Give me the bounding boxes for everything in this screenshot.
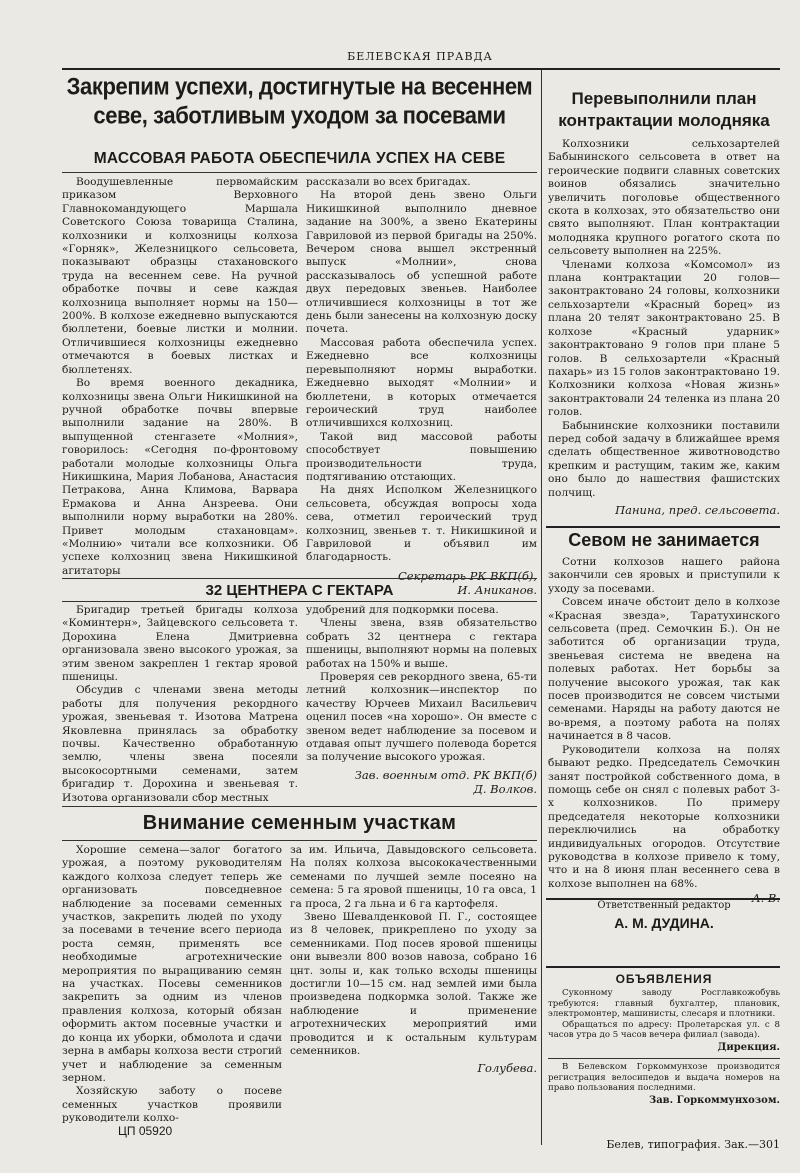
ad-text: Обращаться по адресу: Пролетарская ул. с 8 часов утра до 5 часов вечера филиал (завода). xyxy=(548,1019,780,1041)
article1-signature-role: Секретарь РК ВКП(б), xyxy=(398,568,537,583)
editor-name: А. М. ДУДИНА. xyxy=(614,915,714,931)
ad-signature: Зав. Горкоммунхозом. xyxy=(648,1094,780,1106)
paragraph: Воодушевленные первомайским приказом Верховного Главнокомандующего Маршала Советского Союза товарища Сталина, колхозники и колхозницы колхоза «Горняк», Железницкого сельсовета, показывают образцы стахановского труда на весеннем севе. На ручной обработке почвы и севе каждая колхозница выполняет нормы на 150—200%. В колхозе ежедневно выпускаются бюллетени, боевые листки и молнии. Отличившиеся колхозницы ежедневно отмечаются в боевых листках и бюллетенях. xyxy=(62,176,298,376)
paragraph: за им. Ильича, Давыдовского сельсовета. На полях колхоза высококачественными семенами по лучшей земле посеяно на семена: 5 га яровой пшеницы, 10 га овса, 1 га проса, 2 га льна и 6 га картофеля. xyxy=(290,844,537,910)
article1-col2 xyxy=(306,176,537,597)
divider xyxy=(62,840,537,841)
paragraph: Обсудив с членами звена методы работы для получения рекордного урожая, звеньевая т. Изотова Матрена Яковлевна принялась за обработку почвы. Качественно обработанную землю, члены звена посеяли высокосортными семенами, затем бригадир т. Дорохина и звеньевая т. Изотова организовали сбор местных xyxy=(62,684,298,804)
article5-signature: А. В. xyxy=(751,891,780,906)
ad-text: В Белевском Горкоммунхозе производится регистрация велосипедов и выдача номеров на право пользования последними. xyxy=(548,1061,780,1094)
top-rule xyxy=(62,68,780,70)
paragraph: Сотни колхозов нашего района закончили сев яровых и приступили к уходу за посевами. xyxy=(548,556,780,595)
article1-signature-name: И. Аниканов. xyxy=(457,582,537,597)
article4-title: Перевыполнили план контрактации молодняка xyxy=(558,89,770,130)
article3-title: Внимание семенным участкам xyxy=(142,812,457,834)
ad-signature: Дирекция. xyxy=(717,1041,780,1053)
article1-title: МАССОВАЯ РАБОТА ОБЕСПЕЧИЛА УСПЕХ НА СЕВЕ xyxy=(93,150,506,167)
paragraph: Хозяйскую заботу о посеве семенных участков проявили руководители колхо- xyxy=(62,1085,282,1125)
paragraph: Совсем иначе обстоит дело в колхозе «Красная звезда», Таратухинского сельсовета (пред. Семочкин Б.). Он не заботится об организации труда, звеньевая система не введена на полевых работах. Нет борьбы за получение высокого урожая, так как посев производится не совсем чистыми семенами. Наряды на работу даются не во-время, а поэтому работа на полях начинается в 8 часов. xyxy=(548,596,780,743)
column-divider xyxy=(541,70,542,1145)
paragraph: Члены звена, взяв обязательство собрать 32 центнера с гектара пшеницы, выполняют нормы на полевых работах на 150% и выше. xyxy=(306,617,537,670)
article5-title: Севом не занимается xyxy=(568,530,760,550)
paragraph: удобрений для подкормки посева. xyxy=(306,604,499,616)
article3-col1 xyxy=(62,844,282,1125)
paragraph: Бабынинские колхозники поставили перед собой задачу в ближайшее время сделать общественное животноводство крепким и растущим, таким же, каким оно было до нашествия фашистских полчищ. xyxy=(548,419,780,499)
article2-signature-role: Зав. военным отд. РК ВКП(б) xyxy=(354,767,537,782)
editor-label: Ответственный редактор xyxy=(597,900,731,911)
article2-title: 32 ЦЕНТНЕРА С ГЕКТАРА xyxy=(205,582,394,599)
main-headline: Закрепим успехи, достигнутые на весеннем севе, заботливым уходом за посевами xyxy=(66,72,533,130)
paragraph: рассказали во всех бригадах. xyxy=(306,176,471,188)
paragraph: Колхозники сельхозартелей Бабынинского сельсовета в ответ на героические подвиги славных советских воинов обязались значительно увеличить поголовье общественного скота в колхозах, это обязательство они свято выполняют. План контрактации молодняка крупного рогатого скота по сельсовету выполнен на 225%. xyxy=(548,138,780,258)
paragraph: Бригадир третьей бригады колхоза «Коминтерн», Зайцевского сельсовета т. Дорохина Елена Дмитриевна организовала звено высокого урожая, за этим звеном закреплен 1 гектар яровой пшеницы. xyxy=(62,604,298,684)
article4-body xyxy=(548,138,780,530)
ads-title: ОБЪЯВЛЕНИЯ xyxy=(615,972,713,986)
divider xyxy=(62,578,537,579)
article2-col1 xyxy=(62,604,298,804)
divider xyxy=(62,601,537,602)
paragraph: На днях Исполком Железницкого сельсовета, обсуждая вопросы хода сева, отметил героический труд колхозниц, звеньев т. т. Никишкиной и Гавриловой и объявил им благодарность. xyxy=(306,484,537,564)
divider xyxy=(62,172,537,173)
divider xyxy=(548,1058,780,1059)
footer-printer: Белев, типография. Зак.—301 xyxy=(606,1138,780,1151)
article1-col1 xyxy=(62,176,298,577)
divider xyxy=(62,806,537,807)
paragraph: Массовая работа обеспечила успех. Ежедневно все колхозницы перевыполняют нормы выработки. Ежедневно выходят «Молнии» и бюллетени, в которых отмечается героический труд наиболее отличившихся колхозниц. xyxy=(306,336,537,430)
article2-col2 xyxy=(306,604,537,804)
paragraph: Проверяя сев рекордного звена, 65-ти летний колхозник—инспектор по качеству Юрчеев Михаил Васильевич оценил посев «на хорошо». Он вместе с звеном ведет наблюдение за посевом и отдавая опыт лучшего полевода борется за получение высокого урожая. xyxy=(306,671,537,764)
paragraph: На второй день звено Ольги Никишкиной выполнило дневное задание на 300%, а звено Екатерины Гавриловой из первой бригады на 250%. Вечером снова вышел экстренный выпуск «Молнии», снова рассказывалось об успешной работе двух передовых звеньев. Наиболее отличившиеся колхозницы в тот же день были занесены на колхозную доску почета. xyxy=(306,189,537,336)
paragraph: Хорошие семена—залог богатого урожая, а поэтому руководителям каждого колхоза следует теперь же организовать повседневное наблюдение за посевами семенных участков, закрепить людей по уходу за посевами в течение всего периода роста семян, применять все необходимые агротехнические мероприятия по выращиванию семян на участках. Посевы семенников закрепить за одним из членов правления колхоза, который обязан оформить актом посевные участки и до конца их уборки, обмолота и сдачи зерна в амбары колхоза вести строгий учет и наблюдение за семенным зерном. xyxy=(62,844,282,1084)
ad-text: Суконному заводу Росглавкожобувь требуются: главный бухгалтер, плановик, электромонтер, машинисты, слесаря и плотники. xyxy=(548,988,780,1020)
paragraph: Руководители колхоза на полях бывают редко. Председатель Семочкин занят постройкой собственного дома, в помощь себе он снял с полевых работ 3-х колхозников. По примеру председателя некоторые колхозники переключились на обработку индивидуальных огородов. Отсутствие руководства в колхозе привело к тому, что и на 8 июня план весеннего сева в колхозе выполнен на 68%. xyxy=(548,743,780,890)
footer-code: ЦП 05920 xyxy=(118,1124,173,1138)
article4-signature: Панина, пред. сельсовета. xyxy=(615,502,780,517)
paragraph: Звено Шевалденковой П. Г., состоящее из 8 человек, прикреплено по уходу за семенниками. Под посев яровой пшеницы они вывезли 800 возов навоза, собрано 16 цнт. золы и, как только всходы пшеницы достигли 10—15 см. над землей ими была произведена подкормка золой. Также же наблюдение и применение агротехнических мероприятий ими проводится и к остальным культурам семенников. xyxy=(290,911,537,1058)
divider xyxy=(546,966,780,968)
paragraph: Членами колхоза «Комсомол» из плана контрактации 20 голов—законтрактовано 24 головы, колхозники сельхозартели «Красный борец» из плана 20 телят законтрактовано 25. В колхозе «Красный ударник» законтрактовано 9 голов при плане 5 голов. В сельхозартели «Красный пахарь» из 15 голов законтрактовано 19. Колхозники колхоза «Новая жизнь» законтрактовали 24 теленка из плана 20 голов. xyxy=(548,258,780,419)
ads-body xyxy=(548,988,780,1128)
paragraph: Такой вид массовой работы способствует повышению производительности труда, подтягиванию отстающих. xyxy=(306,430,537,483)
editor-block xyxy=(548,900,780,931)
masthead: БЕЛЕВСКАЯ ПРАВДА xyxy=(347,50,493,63)
divider xyxy=(546,526,780,528)
paragraph: Во время военного декадника, колхозницы звена Ольги Никишкиной на ручной обработке почвы впервые выполнили задание на 280%. В выпущенной стенгазете «Молния», говорилось: «Сегодня по-фронтовому работали молодые колхозницы Ольга Никишкина, Мария Лобанова, Анастасия Петракова, Анна Климова, Варвара Ермакова и Анна Анзреева. Они выполнили норму выработки на 280%. Привет молодым стахановцам». «Молнию» читали все колхозники. Об успехе колхозниц звена Никишкиной агитаторы xyxy=(62,377,298,577)
article2-signature-name: Д. Волков. xyxy=(473,781,537,796)
article3-signature: Голубева. xyxy=(477,1060,537,1075)
article3-col2 xyxy=(290,844,537,1122)
